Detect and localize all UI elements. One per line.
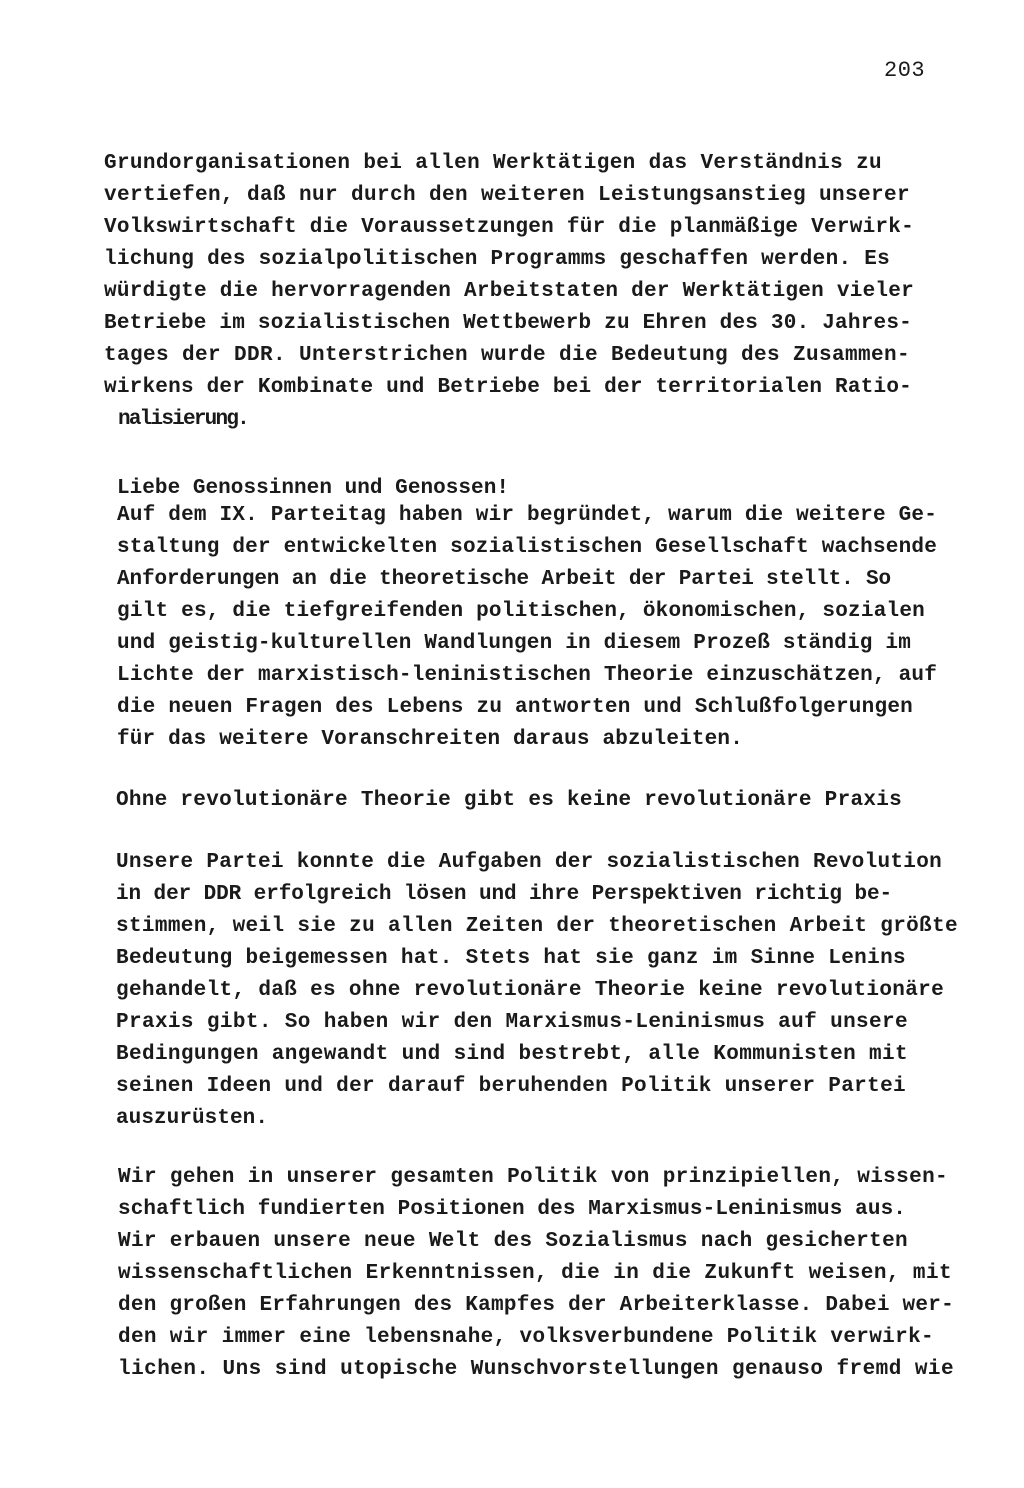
text-line: Wir gehen in unserer gesamten Politik von prinzipiellen, wissen- xyxy=(118,1166,948,1189)
text-line: Grundorganisationen bei allen Werktätigen das Verständnis zu xyxy=(104,152,882,175)
text-line: gilt es, die tiefgreifenden politischen, ökonomischen, sozialen xyxy=(117,600,925,623)
text-line: wirkens der Kombinate und Betriebe bei der territorialen Ratio- xyxy=(104,376,912,399)
text-line: staltung der entwickelten sozialistischen Gesellschaft wachsende xyxy=(117,536,937,559)
text-line: Wir erbauen unsere neue Welt des Sozialismus nach gesicherten xyxy=(118,1230,908,1253)
text-line: Auf dem IX. Parteitag haben wir begründet, warum die weitere Ge- xyxy=(117,504,937,527)
text-line: den wir immer eine lebensnahe, volksverbundene Politik verwirk- xyxy=(118,1326,934,1349)
text-line: vertiefen, daß nur durch den weiteren Leistungsanstieg unserer xyxy=(104,184,910,207)
text-line: Bedingungen angewandt und sind bestrebt, alle Kommunisten mit xyxy=(116,1043,908,1066)
text-line: und geistig-kulturellen Wandlungen in diesem Prozeß ständig im xyxy=(117,632,911,655)
text-line: stimmen, weil sie zu allen Zeiten der theoretischen Arbeit größte xyxy=(116,915,958,938)
text-line: Ohne revolutionäre Theorie gibt es keine revolutionäre Praxis xyxy=(116,789,902,812)
text-line: schaftlich fundierten Positionen des Marxismus-Leninismus aus. xyxy=(118,1198,906,1221)
text-line: tages der DDR. Unterstrichen wurde die Bedeutung des Zusammen- xyxy=(104,344,910,367)
text-line: Liebe Genossinnen und Genossen! xyxy=(117,477,509,500)
text-line: in der DDR erfolgreich lösen und ihre Perspektiven richtig be- xyxy=(116,883,892,906)
text-line: seinen Ideen und der darauf beruhenden Politik unserer Partei xyxy=(116,1075,906,1098)
page-number: 203 xyxy=(884,58,926,83)
text-line: gehandelt, daß es ohne revolutionäre Theorie keine revolutionäre xyxy=(116,979,944,1002)
text-line: für das weitere Voranschreiten daraus abzuleiten. xyxy=(117,728,743,751)
text-line: wissenschaftlichen Erkenntnissen, die in die Zukunft weisen, mit xyxy=(118,1262,952,1285)
text-line: Volkswirtschaft die Voraussetzungen für die planmäßige Verwirk- xyxy=(104,216,914,239)
text-line: Anforderungen an die theoretische Arbeit der Partei stellt. So xyxy=(117,568,891,591)
text-line: lichung des sozialpolitischen Programms geschaffen werden. Es xyxy=(104,248,890,271)
text-line: den großen Erfahrungen des Kampfes der Arbeiterklasse. Dabei wer- xyxy=(118,1294,954,1317)
text-line: Unsere Partei konnte die Aufgaben der sozialistischen Revolution xyxy=(116,851,942,874)
text-line: die neuen Fragen des Lebens zu antworten und Schlußfolgerungen xyxy=(117,696,913,719)
text-line: Bedeutung beigemessen hat. Stets hat sie ganz im Sinne Lenins xyxy=(116,947,906,970)
text-line: Betriebe im sozialistischen Wettbewerb zu Ehren des 30. Jahres- xyxy=(104,312,912,335)
text-line: nalisierung. xyxy=(118,408,248,431)
text-line: auszurüsten. xyxy=(116,1107,268,1130)
text-line: lichen. Uns sind utopische Wunschvorstellungen genauso fremd wie xyxy=(118,1358,954,1381)
text-line: würdigte die hervorragenden Arbeitstaten der Werktätigen vieler xyxy=(104,280,914,303)
text-line: Praxis gibt. So haben wir den Marxismus-Leninismus auf unsere xyxy=(116,1011,908,1034)
text-line: Lichte der marxistisch-leninistischen Theorie einzuschätzen, auf xyxy=(117,664,937,687)
